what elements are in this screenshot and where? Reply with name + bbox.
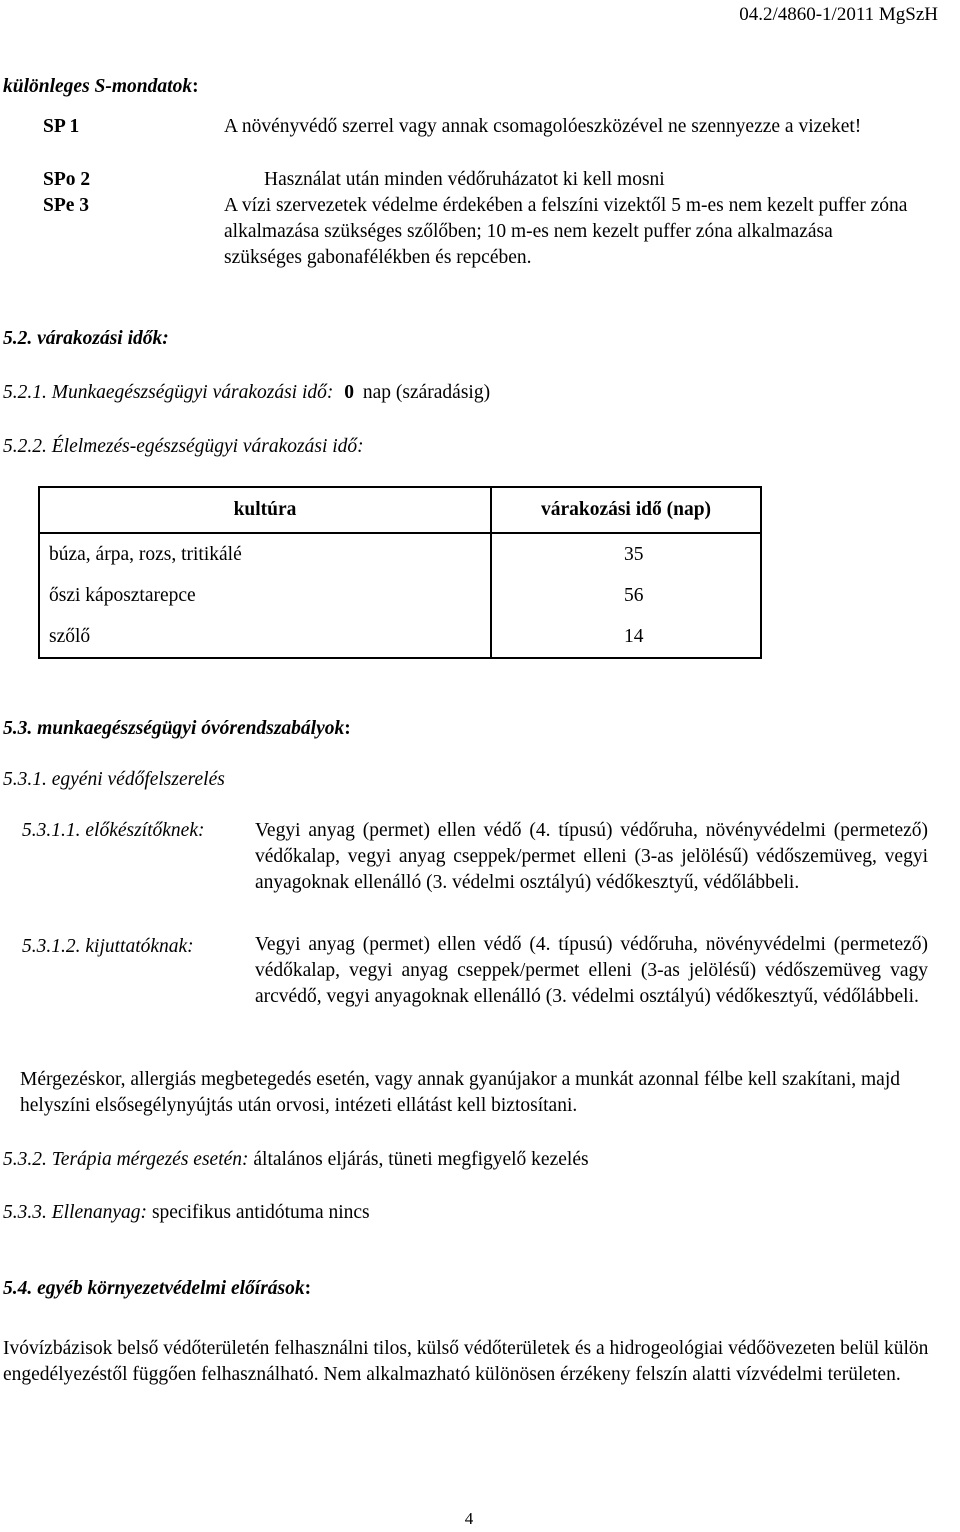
work-waiting-line: [3, 380, 490, 406]
page-number: 4: [464, 1509, 474, 1528]
table-row: [39, 533, 761, 575]
table-row: [39, 575, 761, 616]
work-waiting-unit: nap (száradásig): [362, 382, 491, 403]
ppe-heading: 5.3.1. egyéni védőfelszerelés: [3, 769, 225, 790]
safety-heading-text: 5.3. munkaegészségügyi óvórendszabályok: [3, 718, 345, 739]
s-phrases-title-colon: :: [192, 76, 199, 97]
food-waiting-label: 5.2.2. Élelmezés-egészségügyi várakozási idő:: [3, 436, 364, 457]
days-cell: 56: [624, 584, 644, 606]
work-waiting-label: 5.2.1. Munkaegészségügyi várakozási idő:: [3, 382, 334, 403]
waiting-time-table: [38, 486, 762, 659]
safety-heading: [3, 716, 351, 742]
applicators-label: 5.3.1.2. kijuttatóknak:: [22, 936, 194, 957]
s-phrase-code-3: SPe 3: [43, 195, 90, 216]
table-header-row: [39, 487, 761, 533]
crop-cell: búza, árpa, rozs, tritikálé: [39, 533, 491, 575]
header-waiting-days: várakozási idő (nap): [491, 487, 761, 533]
table-row: [39, 616, 761, 658]
preparers-label: 5.3.1.1. előkészítőknek:: [22, 820, 205, 841]
s-phrases-title: [3, 74, 199, 100]
s-phrases-title-text: különleges S-mondatok: [3, 76, 193, 97]
waiting-heading: 5.2. várakozási idők:: [3, 328, 169, 349]
poisoning-paragraph: Mérgezéskor, allergiás megbetegedés esetén, vagy annak gyanújakor a munkát azonnal félbe kell szakítani, majd helyszíni elsősegélynyújtás után orvosi, intézeti ellátást kell biztosítani.: [20, 1069, 900, 1116]
therapy-line: [3, 1147, 589, 1173]
document-reference: 04.2/4860-1/2011 MgSzH: [739, 4, 938, 25]
s-phrase-code-1: SP 1: [43, 116, 80, 137]
work-waiting-value: 0: [344, 382, 354, 403]
preparers-text: Vegyi anyag (permet) ellen védő (4. típusú) védőruha, növényvédelmi (permetező) védőkalap, vegyi anyag cseppek/permet elleni (3-as jelölésű) védőszemüveg, vegyi anyagoknak ellenálló (3. védelmi osztályú) védőkesztyű, védőlábbeli.: [255, 820, 928, 893]
therapy-text: általános eljárás, tüneti megfigyelő kezelés: [253, 1149, 589, 1170]
s-phrase-text-2: Használat után minden védőruházatot ki kell mosni: [264, 169, 665, 190]
antidote-label: 5.3.3. Ellenanyag:: [3, 1202, 148, 1223]
therapy-label: 5.3.2. Terápia mérgezés esetén:: [3, 1149, 249, 1170]
days-cell: 35: [624, 543, 644, 565]
environment-heading-text: 5.4. egyéb környezetvédelmi előírások: [3, 1278, 305, 1299]
applicators-text: Vegyi anyag (permet) ellen védő (4. típusú) védőruha, növényvédelmi (permetező) védőkalap, vegyi anyag cseppek/permet elleni (3-as jelölésű) védőszemüveg vagy arcvédő, vegyi anyagoknak ellenálló (3. védelmi osztályú) védőkesztyű, védőlábbeli.: [255, 934, 928, 1007]
s-phrase-text-3: A vízi szervezetek védelme érdekében a felszíni vizektől 5 m-es nem kezelt puffer zóna alkalmazása szükséges szőlőben; 10 m-es nem kezelt puffer zóna alkalmazása szükséges gabonafélékben és repcében.: [224, 195, 908, 268]
days-cell: 14: [624, 625, 644, 647]
crop-cell: szőlő: [39, 616, 491, 658]
s-phrase-text-1: A növényvédő szerrel vagy annak csomagolóeszközével ne szennyezze a vizeket!: [224, 116, 862, 137]
environment-paragraph: Ivóvízbázisok belső védőterületén felhasználni tilos, külső védőterületek és a hidrogeológiai védőövezeten belül külön engedélyezéstől függően felhasználható. Nem alkalmazható különösen érzékeny felszín alatti vízvédelmi területen.: [3, 1338, 929, 1385]
environment-heading: [3, 1276, 311, 1302]
antidote-line: [3, 1200, 370, 1226]
crop-cell: őszi káposztarepce: [39, 575, 491, 616]
safety-heading-colon: :: [344, 718, 351, 739]
environment-heading-colon: :: [304, 1278, 312, 1299]
s-phrase-code-2: SPo 2: [43, 169, 91, 190]
antidote-text: specifikus antidótuma nincs: [151, 1202, 370, 1223]
header-culture: kultúra: [39, 487, 491, 533]
